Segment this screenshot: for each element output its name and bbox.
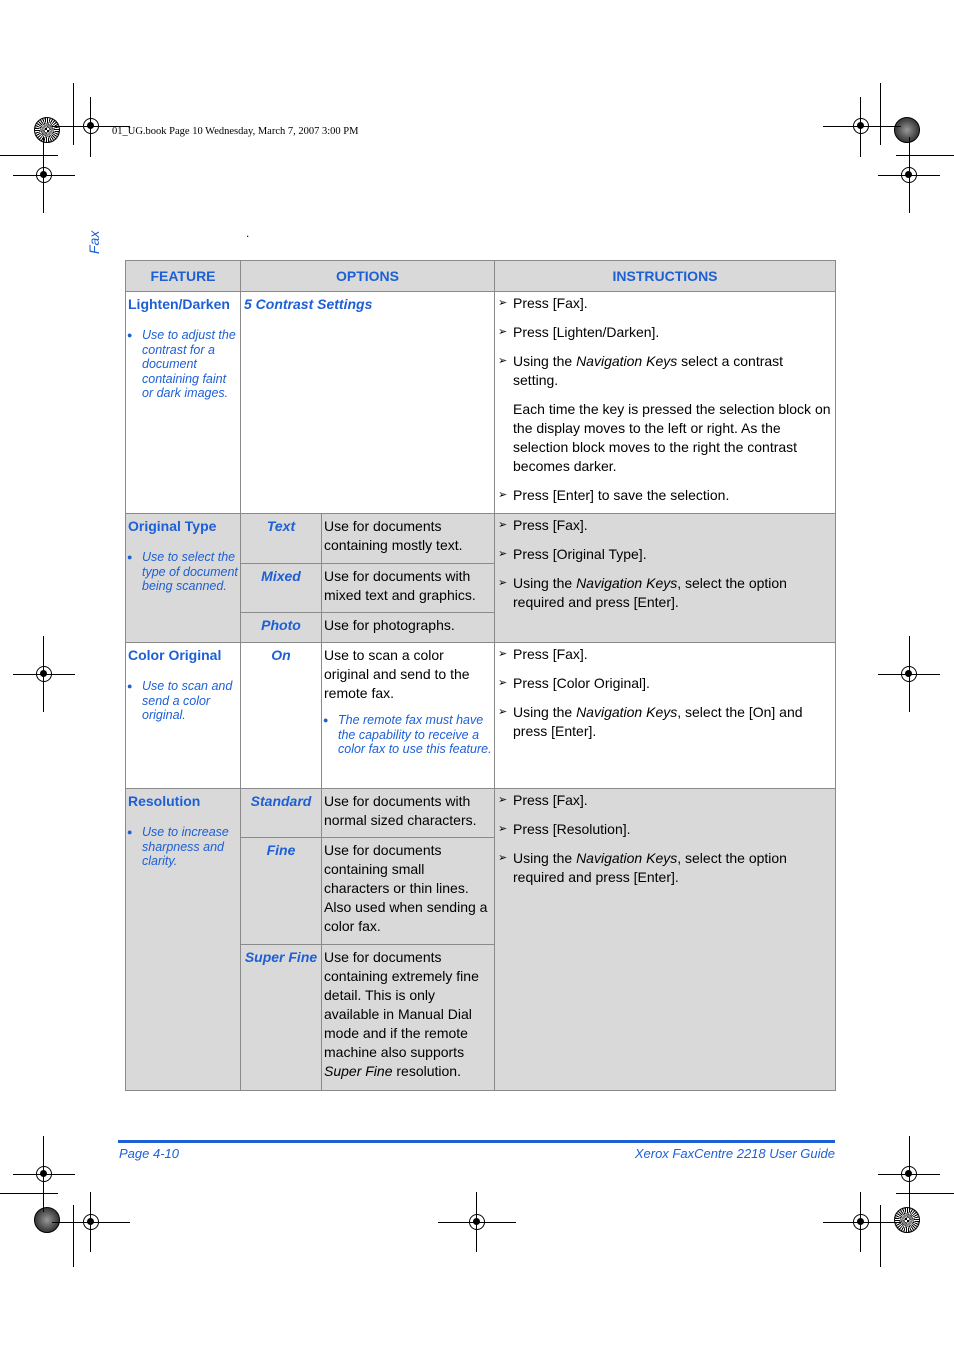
- option-cell: [241, 564, 322, 613]
- instruction-step: ➢ Press [Original Type].: [498, 545, 831, 564]
- instructions-cell: [495, 789, 836, 1091]
- feature-title: Lighten/Darken: [128, 296, 230, 312]
- instruction-step: ➢ Using the Navigation Keys, select the [On] and press [Enter].: [498, 703, 831, 741]
- option-cell: [241, 613, 322, 643]
- instruction-step: ➢ Press [Enter] to save the selection.: [498, 486, 831, 505]
- registration-star-icon: [34, 117, 60, 143]
- page-number: Page 4-10: [119, 1146, 179, 1161]
- table-row: [126, 514, 836, 564]
- table-row: [126, 789, 836, 838]
- instruction-step: ➢ Press [Lighten/Darken].: [498, 323, 831, 342]
- description-note: ● The remote fax must have the capability to receive a color fax to use this feature.: [338, 713, 492, 757]
- instruction-step: ➢ Press [Fax].: [498, 294, 831, 313]
- book-header: 01_UG.book Page 10 Wednesday, March 7, 2007 3:00 PM: [112, 126, 359, 137]
- stray-mark: .: [246, 226, 250, 240]
- option-cell: [241, 292, 495, 514]
- table-row: [126, 643, 836, 789]
- option-cell: [241, 789, 322, 838]
- option-label: Photo: [261, 617, 301, 633]
- registration-star-icon: [34, 1207, 60, 1233]
- feature-title: Resolution: [128, 793, 201, 809]
- feature-note: ● Use to select the type of document being scanned.: [142, 550, 238, 594]
- option-label: Text: [266, 518, 296, 534]
- table-row: [126, 292, 836, 514]
- option-label: 5 Contrast Settings: [244, 296, 373, 312]
- feature-note: ● Use to increase sharpness and clarity.: [142, 825, 238, 869]
- feature-note: ● Use to scan and send a color original.: [142, 679, 238, 723]
- instruction-step: ➢ Press [Fax].: [498, 791, 831, 810]
- instruction-step: ➢ Press [Resolution].: [498, 820, 831, 839]
- fax-feature-table: [125, 260, 836, 1091]
- section-side-label: Fax: [86, 230, 102, 254]
- instruction-paragraph: Each time the key is pressed the selection block on the display moves to the left or right. As the selection block moves to the right the contrast becomes darker.: [513, 401, 831, 474]
- registration-star-icon: [894, 1207, 920, 1233]
- description-cell: Use to scan a color original and send to the remote fax. ● The remote fax must have the capability to receive a color fax to use this feature.: [322, 643, 495, 789]
- description-cell: Use for documents with normal sized characters.: [322, 789, 495, 838]
- option-label: Mixed: [261, 568, 301, 584]
- option-cell: [241, 945, 322, 1091]
- description-cell: Use for documents containing small characters or thin lines. Also used when sending a color fax.: [322, 838, 495, 945]
- feature-title: Original Type: [128, 518, 217, 534]
- table-header-row: [126, 261, 836, 292]
- header-instructions: INSTRUCTIONS: [495, 261, 836, 292]
- instruction-step: ➢ Using the Navigation Keys, select the option required and press [Enter].: [498, 574, 831, 612]
- feature-cell: [126, 789, 241, 1091]
- footer-rule: [118, 1140, 835, 1143]
- description-cell: Use for documents with mixed text and graphics.: [322, 564, 495, 613]
- description-cell: Use for photographs.: [322, 613, 495, 643]
- option-label: On: [271, 647, 291, 663]
- feature-title: Color Original: [128, 647, 222, 663]
- registration-star-icon: [894, 117, 920, 143]
- option-label: Fine: [266, 842, 296, 858]
- description-cell: Use for documents containing extremely fine detail. This is only available in Manual Dial mode and if the remote machine also supports Super Fine resolution.: [322, 945, 495, 1091]
- instruction-step: ➢ Press [Fax].: [498, 645, 831, 664]
- description-cell: Use for documents containing mostly text.: [322, 514, 495, 564]
- option-cell: [241, 643, 322, 789]
- option-cell: [241, 514, 322, 564]
- header-feature: FEATURE: [126, 261, 241, 292]
- instructions-cell: [495, 292, 836, 514]
- instructions-cell: [495, 643, 836, 789]
- instruction-step: ➢ Using the Navigation Keys select a contrast setting.: [498, 352, 831, 390]
- instruction-step: ➢ Press [Color Original].: [498, 674, 831, 693]
- feature-cell: [126, 643, 241, 789]
- feature-note: ● Use to adjust the contrast for a document containing faint or dark images.: [142, 328, 238, 401]
- option-label: Standard: [250, 793, 312, 809]
- header-options: OPTIONS: [241, 261, 495, 292]
- option-cell: [241, 838, 322, 945]
- instruction-step: ➢ Press [Fax].: [498, 516, 831, 535]
- option-label: Super Fine: [244, 949, 318, 965]
- instruction-step: ➢ Using the Navigation Keys, select the option required and press [Enter].: [498, 849, 831, 887]
- instructions-cell: [495, 514, 836, 643]
- guide-title: Xerox FaxCentre 2218 User Guide: [634, 1146, 835, 1161]
- feature-cell: [126, 514, 241, 643]
- feature-cell: [126, 292, 241, 514]
